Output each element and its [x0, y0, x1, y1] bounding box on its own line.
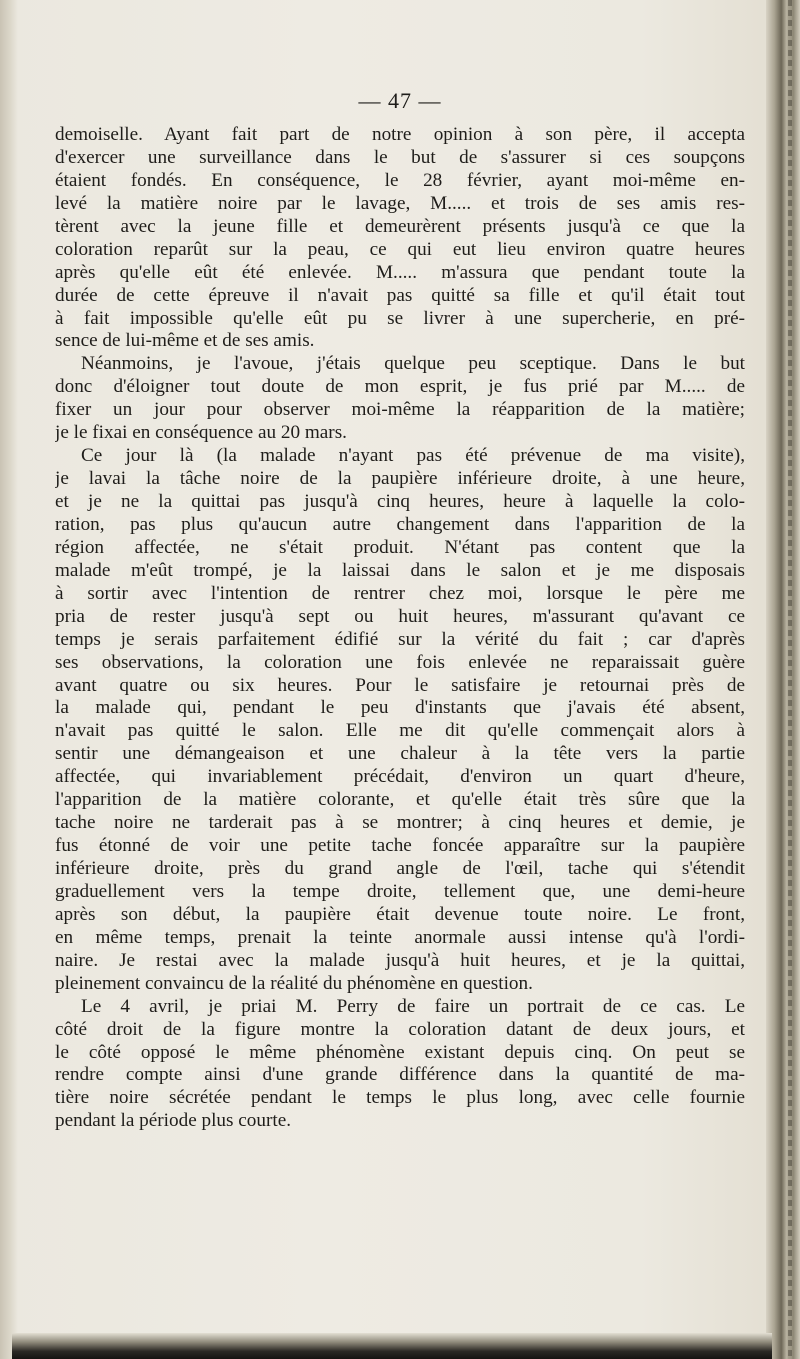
text-line: naire. Je restai avec la malade jusqu'à huit heures, et je la quittai,: [55, 949, 745, 971]
page-bottom-shadow: [12, 1333, 772, 1359]
text-line: Ce jour là (la malade n'ayant pas été prévenue de ma visite),: [81, 445, 745, 467]
text-line: étaient fondés. En conséquence, le 28 février, ayant moi-même en-: [55, 169, 745, 191]
book-spine: [766, 0, 800, 1359]
text-line: ration, pas plus qu'aucun autre changement dans l'apparition de la: [55, 513, 745, 535]
text-line: le côté opposé le même phénomène existant depuis cinq. On peut se: [55, 1041, 745, 1063]
page-number: — 47 —: [358, 88, 442, 113]
text-line: je le fixai en conséquence au 20 mars.: [55, 422, 347, 444]
text-line: sence de lui-même et de ses amis.: [55, 330, 315, 352]
body-text: [55, 124, 745, 1133]
text-line: fixer un jour pour observer moi-même la réapparition de la matière;: [55, 399, 745, 421]
text-line: n'avait pas quitté le salon. Elle me dit qu'elle commençait alors à: [55, 720, 745, 742]
text-line: tache noire ne tarderait pas à se montrer; à cinq heures et demie, je: [55, 812, 745, 834]
text-line: demoiselle. Ayant fait part de notre opinion à son père, il accepta: [55, 124, 745, 145]
text-line: en même temps, prenait la teinte anormale aussi intense qu'à l'ordi-: [55, 926, 745, 948]
text-line: tière noire sécrétée pendant le temps le plus long, avec celle fournie: [55, 1087, 745, 1109]
text-line: région affectée, ne s'était produit. N'étant pas content que la: [55, 536, 745, 558]
text-line: graduellement vers la tempe droite, tellement que, une demi-heure: [55, 880, 745, 902]
text-line: la malade qui, pendant le peu d'instants que j'avais été absent,: [55, 697, 745, 719]
text-line: et je ne la quittai pas jusqu'à cinq heures, heure à laquelle la colo-: [55, 491, 745, 512]
text-line: rendre compte ainsi d'une grande différence dans la quantité de ma-: [55, 1064, 745, 1086]
text-line: ses observations, la coloration une fois enlevée ne reparaissait guère: [55, 651, 745, 673]
text-line: à sortir avec l'intention de rentrer chez moi, lorsque le père me: [55, 582, 745, 604]
text-line: l'apparition de la matière colorante, et qu'elle était très sûre que la: [55, 789, 745, 811]
text-line: affectée, qui invariablement précédait, d'environ un quart d'heure,: [55, 766, 745, 788]
text-line: inférieure droite, près du grand angle de l'œil, tache qui s'étendit: [55, 858, 745, 879]
text-line: je lavai la tâche noire de la paupière inférieure droite, à une heure,: [55, 468, 745, 490]
text-line: après son début, la paupière était devenue toute noire. Le front,: [55, 903, 745, 925]
text-line: après qu'elle eût été enlevée. M..... m'assura que pendant toute la: [55, 261, 745, 283]
text-line: avant quatre ou six heures. Pour le satisfaire je retournai près de: [55, 674, 745, 696]
text-line: durée de cette épreuve il n'avait pas quitté sa fille et qu'il était tout: [55, 284, 745, 306]
spine-stripe: [788, 0, 792, 1359]
page-left-edge: [0, 0, 18, 1359]
text-line: sentir une démangeaison et une chaleur à la tête vers la partie: [55, 743, 745, 765]
text-line: temps je serais parfaitement édifié sur la vérité du fait ; car d'après: [55, 628, 745, 650]
text-line: pleinement convaincu de la réalité du phénomène en question.: [55, 972, 533, 994]
text-line: donc d'éloigner tout doute de mon esprit, je fus prié par M..... de: [55, 376, 745, 398]
text-line: côté droit de la figure montre la coloration datant de deux jours, et: [55, 1018, 745, 1040]
text-line: Le 4 avril, je priai M. Perry de faire un portrait de ce cas. Le: [81, 995, 745, 1017]
text-line: levé la matière noire par le lavage, M..... et trois de ses amis res-: [55, 192, 745, 214]
text-line: tèrent avec la jeune fille et demeurèrent présents jusqu'à ce que la: [55, 215, 745, 237]
text-line: malade m'eût trompé, je la laissai dans le salon et je me disposais: [55, 559, 745, 581]
text-line: à fait impossible qu'elle eût pu se livrer à une supercherie, en pré-: [55, 307, 745, 329]
text-line: pria de rester jusqu'à sept ou huit heures, m'assurant qu'avant ce: [55, 605, 745, 627]
text-line: pendant la période plus courte.: [55, 1110, 292, 1132]
text-line: Néanmoins, je l'avoue, j'étais quelque peu sceptique. Dans le but: [81, 353, 745, 375]
text-line: d'exercer une surveillance dans le but de s'assurer si ces soupçons: [55, 146, 745, 168]
text-line: fus étonné de voir une petite tache foncée apparaître sur la paupière: [55, 835, 745, 857]
text-line: coloration reparût sur la peau, ce qui eut lieu environ quatre heures: [55, 238, 745, 260]
